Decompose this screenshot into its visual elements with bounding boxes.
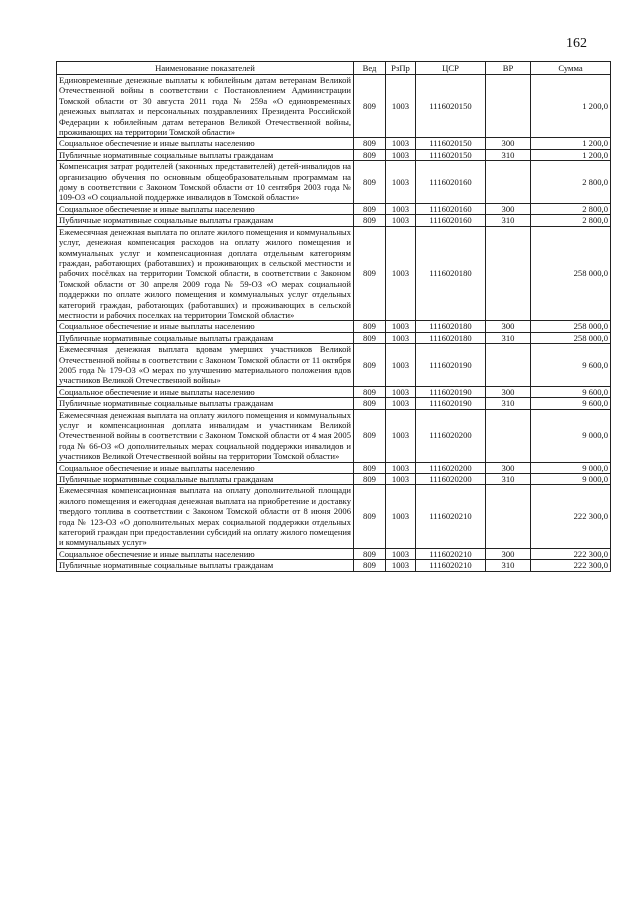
table-row: [57, 485, 611, 548]
table-row: [57, 474, 611, 485]
cell-ved: 809: [354, 462, 386, 473]
cell-name: Публичные нормативные социальные выплаты гражданам: [57, 149, 354, 160]
cell-rzpr: 1003: [386, 474, 416, 485]
cell-name: Публичные нормативные социальные выплаты гражданам: [57, 215, 354, 226]
cell-rzpr: 1003: [386, 203, 416, 214]
cell-vr: 300: [486, 138, 531, 149]
cell-name: Ежемесячная компенсационная выплата на оплату дополнительной площади жилого помещения и ежегодная денежная выплата на приобретение и доставку твердого топлива в соответствии с Законом Томской области от 8 июня 2006 года № 123-ОЗ «О дополнительных мерах социальной поддержки отдельных категорий граждан при предоставлении субсидий на оплату жилого помещения и коммунальных услуг»: [57, 485, 354, 548]
cell-name: Публичные нормативные социальные выплаты гражданам: [57, 560, 354, 571]
cell-csr: 1116020190: [416, 344, 486, 387]
cell-csr: 1116020200: [416, 462, 486, 473]
cell-csr: 1116020150: [416, 149, 486, 160]
cell-vr: 310: [486, 398, 531, 409]
cell-sum: 258 000,0: [531, 321, 611, 332]
table-body: [57, 75, 611, 572]
cell-sum: 258 000,0: [531, 226, 611, 321]
cell-csr: 1116020160: [416, 203, 486, 214]
cell-ved: 809: [354, 138, 386, 149]
cell-vr: 300: [486, 548, 531, 559]
cell-sum: 1 200,0: [531, 138, 611, 149]
cell-name: Социальное обеспечение и иные выплаты населению: [57, 386, 354, 397]
cell-rzpr: 1003: [386, 462, 416, 473]
cell-vr: 310: [486, 149, 531, 160]
table-row: [57, 161, 611, 204]
cell-sum: 9 600,0: [531, 398, 611, 409]
cell-ved: 809: [354, 398, 386, 409]
cell-rzpr: 1003: [386, 321, 416, 332]
header-rzpr: РзПр: [386, 62, 416, 75]
cell-name: Ежемесячная денежная выплата вдовам умерших участников Великой Отечественной войны в соответствии с Законом Томской области от 11 октября 2005 года № 179-ОЗ «О мерах по улучшению материального положения вдов участников Великой Отечественной войны»: [57, 344, 354, 387]
cell-sum: 2 800,0: [531, 215, 611, 226]
header-sum: Сумма: [531, 62, 611, 75]
cell-csr: 1116020210: [416, 560, 486, 571]
cell-name: Публичные нормативные социальные выплаты гражданам: [57, 398, 354, 409]
cell-ved: 809: [354, 203, 386, 214]
cell-ved: 809: [354, 485, 386, 548]
cell-vr: 300: [486, 462, 531, 473]
table-row: [57, 226, 611, 321]
cell-name: Ежемесячная денежная выплата на оплату жилого помещения и коммунальных услуг и компенсационная доплата инвалидам и участникам Великой Отечественной войны в соответствии с Законом Томской области от 4 мая 2005 года № 66-ОЗ «О дополнительных мерах социальной поддержки инвалидов и участников Великой Отечественной войны на территории Томской области»: [57, 409, 354, 462]
table-row: [57, 409, 611, 462]
cell-ved: 809: [354, 409, 386, 462]
cell-ved: 809: [354, 332, 386, 343]
cell-csr: 1116020190: [416, 398, 486, 409]
cell-rzpr: 1003: [386, 161, 416, 204]
cell-ved: 809: [354, 474, 386, 485]
table-row: [57, 386, 611, 397]
cell-name: Единовременные денежные выплаты к юбилейным датам ветеранам Великой Отечественной войны в соответствии с Постановлением Администрации Томской области от 30 августа 2011 года № 259а «О единовременных денежных выплатах и персональных поздравлениях Президента Российской Федерации к юбилейным датам ветеранов Великой Отечественной войны, проживающих на территории Томской области»: [57, 75, 354, 138]
cell-ved: 809: [354, 344, 386, 387]
cell-ved: 809: [354, 386, 386, 397]
cell-rzpr: 1003: [386, 398, 416, 409]
table-row: [57, 75, 611, 138]
cell-vr: [486, 75, 531, 138]
cell-sum: 2 800,0: [531, 203, 611, 214]
cell-rzpr: 1003: [386, 149, 416, 160]
cell-rzpr: 1003: [386, 386, 416, 397]
cell-vr: [486, 344, 531, 387]
cell-ved: 809: [354, 548, 386, 559]
table-row: [57, 560, 611, 571]
cell-ved: 809: [354, 226, 386, 321]
cell-vr: 310: [486, 215, 531, 226]
cell-vr: [486, 226, 531, 321]
cell-rzpr: 1003: [386, 409, 416, 462]
cell-name: Компенсация затрат родителей (законных представителей) детей-инвалидов на организацию обучения по основным общеобразовательным программам на дому в соответствии с Законом Томской области от 10 сентября 2003 года № 109-ОЗ «О социальной поддержке инвалидов в Томской области»: [57, 161, 354, 204]
cell-ved: 809: [354, 215, 386, 226]
table-row: [57, 344, 611, 387]
cell-vr: [486, 161, 531, 204]
cell-name: Социальное обеспечение и иные выплаты населению: [57, 203, 354, 214]
cell-ved: 809: [354, 149, 386, 160]
cell-vr: 300: [486, 386, 531, 397]
cell-csr: 1116020200: [416, 474, 486, 485]
cell-vr: 310: [486, 332, 531, 343]
cell-vr: [486, 485, 531, 548]
cell-vr: 310: [486, 474, 531, 485]
cell-csr: 1116020200: [416, 409, 486, 462]
cell-rzpr: 1003: [386, 226, 416, 321]
cell-name: Социальное обеспечение и иные выплаты населению: [57, 462, 354, 473]
cell-ved: 809: [354, 321, 386, 332]
cell-vr: [486, 409, 531, 462]
table-row: [57, 462, 611, 473]
cell-rzpr: 1003: [386, 75, 416, 138]
header-csr: ЦСР: [416, 62, 486, 75]
cell-rzpr: 1003: [386, 332, 416, 343]
cell-rzpr: 1003: [386, 138, 416, 149]
table-row: [57, 149, 611, 160]
cell-csr: 1116020180: [416, 332, 486, 343]
table-row: [57, 321, 611, 332]
cell-sum: 222 300,0: [531, 485, 611, 548]
cell-csr: 1116020180: [416, 226, 486, 321]
cell-ved: 809: [354, 161, 386, 204]
cell-csr: 1116020210: [416, 548, 486, 559]
cell-name: Социальное обеспечение и иные выплаты населению: [57, 321, 354, 332]
cell-csr: 1116020160: [416, 215, 486, 226]
table-row: [57, 138, 611, 149]
cell-csr: 1116020160: [416, 161, 486, 204]
table-row: [57, 215, 611, 226]
cell-sum: 1 200,0: [531, 149, 611, 160]
cell-sum: 9 000,0: [531, 409, 611, 462]
cell-rzpr: 1003: [386, 344, 416, 387]
cell-rzpr: 1003: [386, 215, 416, 226]
cell-ved: 809: [354, 75, 386, 138]
cell-csr: 1116020180: [416, 321, 486, 332]
cell-vr: 300: [486, 321, 531, 332]
cell-rzpr: 1003: [386, 485, 416, 548]
table-row: [57, 203, 611, 214]
cell-sum: 9 000,0: [531, 474, 611, 485]
header-name: Наименование показателей: [57, 62, 354, 75]
cell-csr: 1116020150: [416, 138, 486, 149]
cell-rzpr: 1003: [386, 560, 416, 571]
cell-vr: 310: [486, 560, 531, 571]
table-header-row: [57, 62, 611, 75]
cell-sum: 9 000,0: [531, 462, 611, 473]
cell-rzpr: 1003: [386, 548, 416, 559]
table-row: [57, 332, 611, 343]
cell-name: Социальное обеспечение и иные выплаты населению: [57, 138, 354, 149]
cell-name: Публичные нормативные социальные выплаты гражданам: [57, 474, 354, 485]
cell-name: Публичные нормативные социальные выплаты гражданам: [57, 332, 354, 343]
cell-name: Ежемесячная денежная выплата по оплате жилого помещения и коммунальных услуг, денежная компенсация расходов на оплату жилого помещения и коммунальных услуг и компенсационная доплата отдельным категориям граждан, работающих (работавших) и проживающих в сельской местности и рабочих посёлках на территории Томской области, в соответствии с Законом Томской области от 30 апреля 2009 года № 59-ОЗ «О мерах социальной поддержки по оплате жилого помещения и коммунальных услуг отдельных категорий граждан, работающих (работавших) и проживающих в сельской местности и рабочих поселках на территории Томской области»: [57, 226, 354, 321]
cell-sum: 222 300,0: [531, 548, 611, 559]
cell-name: Социальное обеспечение и иные выплаты населению: [57, 548, 354, 559]
cell-csr: 1116020190: [416, 386, 486, 397]
page-number: 162: [566, 36, 587, 51]
cell-csr: 1116020210: [416, 485, 486, 548]
cell-sum: 2 800,0: [531, 161, 611, 204]
cell-vr: 300: [486, 203, 531, 214]
header-vr: ВР: [486, 62, 531, 75]
cell-ved: 809: [354, 560, 386, 571]
cell-sum: 1 200,0: [531, 75, 611, 138]
header-ved: Вед: [354, 62, 386, 75]
cell-csr: 1116020150: [416, 75, 486, 138]
budget-table: [56, 61, 611, 572]
cell-sum: 9 600,0: [531, 386, 611, 397]
cell-sum: 258 000,0: [531, 332, 611, 343]
table-row: [57, 548, 611, 559]
cell-sum: 9 600,0: [531, 344, 611, 387]
table-row: [57, 398, 611, 409]
cell-sum: 222 300,0: [531, 560, 611, 571]
